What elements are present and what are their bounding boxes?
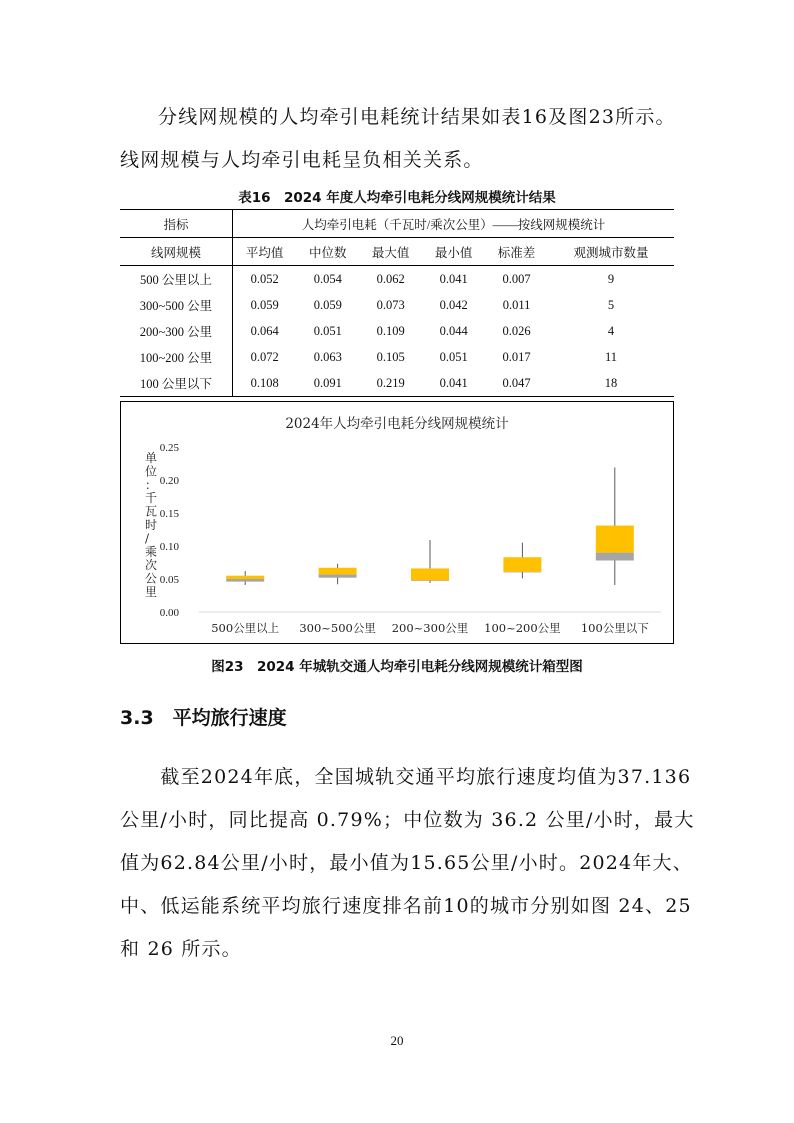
row-label: 100~200 公里 bbox=[120, 344, 233, 370]
y-axis-label-char: / bbox=[145, 531, 150, 546]
row-label: 500 公里以上 bbox=[120, 266, 233, 293]
cell-count: 18 bbox=[548, 370, 674, 397]
cell-max: 0.062 bbox=[376, 271, 405, 286]
boxplot-svg bbox=[121, 402, 673, 643]
box-1 bbox=[226, 571, 264, 585]
page-number: 20 bbox=[390, 1033, 404, 1048]
cell-median: 0.051 bbox=[313, 323, 342, 338]
cell-max: 0.073 bbox=[376, 297, 405, 312]
row-label: 300~500 公里 bbox=[120, 292, 233, 318]
cell-std: 0.047 bbox=[485, 370, 548, 397]
intro-line-2: 线网规模与人均牵引电耗呈负相关关系。 bbox=[120, 149, 484, 171]
cell-mean: 0.108 bbox=[233, 370, 297, 397]
cell-count: 9 bbox=[607, 271, 615, 286]
table-row bbox=[120, 344, 674, 370]
cell-std: 0.017 bbox=[502, 349, 531, 364]
row-label: 100 公里以下 bbox=[120, 370, 233, 397]
cell-count: 11 bbox=[604, 349, 618, 364]
box-series bbox=[226, 467, 634, 584]
chart-y-axis-label bbox=[145, 451, 157, 599]
y-axis-label-char: 瓦 bbox=[145, 504, 158, 519]
cell-min: 0.051 bbox=[439, 349, 468, 364]
stats-table bbox=[120, 209, 674, 397]
table-header-row-1 bbox=[120, 210, 674, 238]
y-axis-label-char: 公 bbox=[145, 571, 158, 586]
body-paragraph bbox=[120, 756, 695, 971]
y-axis-label-char: 千 bbox=[145, 491, 158, 506]
cell-max: 0.219 bbox=[359, 370, 422, 397]
cell-median: 0.059 bbox=[313, 297, 342, 312]
cell-max: 0.109 bbox=[376, 323, 405, 338]
box-5 bbox=[596, 467, 634, 584]
header-metric: 人均牵引电耗（千瓦时/乘次公里）——按线网规模统计 bbox=[233, 210, 675, 238]
y-tick-label: 0.10 bbox=[159, 541, 179, 553]
header-median: 中位数 bbox=[296, 238, 359, 266]
box-2 bbox=[319, 564, 357, 584]
cell-std: 0.007 bbox=[502, 271, 531, 286]
cell-count: 4 bbox=[607, 323, 615, 338]
box-lower-quartile bbox=[226, 579, 264, 582]
header-max: 最大值 bbox=[359, 238, 422, 266]
y-axis-label-char: 乘 bbox=[145, 544, 158, 559]
chart-title: 2024年人均牵引电耗分线网规模统计 bbox=[285, 416, 509, 432]
cell-mean: 0.072 bbox=[250, 349, 279, 364]
box-upper-quartile bbox=[226, 576, 264, 579]
y-tick-label: 0.25 bbox=[159, 442, 179, 454]
box-upper-quartile bbox=[596, 526, 634, 553]
y-axis-label-char: 时 bbox=[145, 518, 158, 532]
box-upper-quartile bbox=[319, 568, 357, 575]
y-axis-label-char: 次 bbox=[145, 558, 158, 573]
header-std: 标准差 bbox=[485, 238, 548, 266]
x-tick-label: 200~300公里 bbox=[391, 621, 469, 635]
body-line-1: 截至2024年底，全国城轨交通平均旅行速度均值为37.136 bbox=[120, 766, 692, 788]
cell-std: 0.011 bbox=[502, 297, 531, 312]
x-axis-labels bbox=[211, 621, 649, 635]
cell-min: 0.042 bbox=[439, 297, 468, 312]
table-row bbox=[120, 370, 674, 397]
y-axis-label-char: 里 bbox=[145, 585, 158, 599]
table-caption: 表16 2024 年度人均牵引电耗分线网规模统计结果 bbox=[238, 190, 556, 206]
cell-std: 0.026 bbox=[502, 323, 531, 338]
table-header-row-2 bbox=[120, 238, 674, 266]
x-tick-label: 500公里以上 bbox=[211, 621, 280, 635]
boxplot-chart bbox=[120, 401, 674, 644]
y-axis-ticks bbox=[160, 442, 180, 619]
x-tick-label: 300~500公里 bbox=[299, 621, 376, 635]
box-4 bbox=[503, 543, 541, 579]
y-tick-label: 0.15 bbox=[159, 508, 179, 520]
section-heading: 3.3 平均旅行速度 bbox=[120, 707, 287, 729]
box-3 bbox=[411, 540, 449, 583]
box-lower-quartile bbox=[411, 580, 449, 581]
header-mean: 平均值 bbox=[233, 238, 297, 266]
intro-paragraph bbox=[120, 96, 680, 182]
table-row bbox=[120, 292, 674, 318]
cell-mean: 0.052 bbox=[250, 271, 279, 286]
body-line-2: 公里/小时，同比提高 0.79%；中位数为 36.2 公里/小时，最大 bbox=[120, 809, 695, 831]
intro-line-1: 分线网规模的人均牵引电耗统计结果如表16及图23所示。 bbox=[158, 106, 676, 128]
cell-median: 0.063 bbox=[313, 349, 342, 364]
body-line-5: 和 26 所示。 bbox=[120, 938, 242, 960]
y-axis-label-char: ： bbox=[145, 477, 158, 492]
box-upper-quartile bbox=[411, 568, 449, 580]
cell-min: 0.041 bbox=[439, 271, 468, 286]
cell-min: 0.041 bbox=[422, 370, 485, 397]
y-tick-label: 0.05 bbox=[159, 574, 179, 586]
y-axis-label-char: 位 bbox=[145, 464, 158, 479]
box-lower-quartile bbox=[319, 574, 357, 577]
header-city-count: 观测城市数量 bbox=[548, 238, 674, 266]
cell-median: 0.054 bbox=[313, 271, 342, 286]
table-row bbox=[120, 266, 674, 293]
cell-median: 0.091 bbox=[296, 370, 359, 397]
box-lower-quartile bbox=[503, 572, 541, 573]
box-upper-quartile bbox=[503, 557, 541, 572]
body-line-4: 中、低运能系统平均旅行速度排名前10的城市分别如图 24、25 bbox=[120, 895, 692, 917]
y-tick-label: 0.20 bbox=[159, 475, 179, 487]
header-min: 最小值 bbox=[422, 238, 485, 266]
x-tick-label: 100公里以下 bbox=[580, 621, 649, 635]
cell-count: 5 bbox=[607, 297, 615, 312]
row-label: 200~300 公里 bbox=[120, 318, 233, 344]
box-lower-quartile bbox=[596, 553, 634, 561]
cell-min: 0.044 bbox=[439, 323, 468, 338]
figure-caption: 图23 2024 年城轨交通人均牵引电耗分线网规模统计箱型图 bbox=[211, 659, 583, 675]
header-network-scale: 线网规模 bbox=[120, 238, 233, 266]
cell-max: 0.105 bbox=[376, 349, 405, 364]
cell-mean: 0.059 bbox=[250, 297, 279, 312]
y-tick-label: 0.00 bbox=[159, 607, 179, 619]
cell-mean: 0.064 bbox=[250, 323, 279, 338]
body-line-3: 值为62.84公里/小时，最小值为15.65公里/小时。2024年大、 bbox=[120, 852, 693, 874]
y-axis-label-char: 单 bbox=[145, 451, 158, 465]
table-row bbox=[120, 318, 674, 344]
header-indicator: 指标 bbox=[120, 210, 233, 238]
x-tick-label: 100~200公里 bbox=[484, 621, 561, 635]
